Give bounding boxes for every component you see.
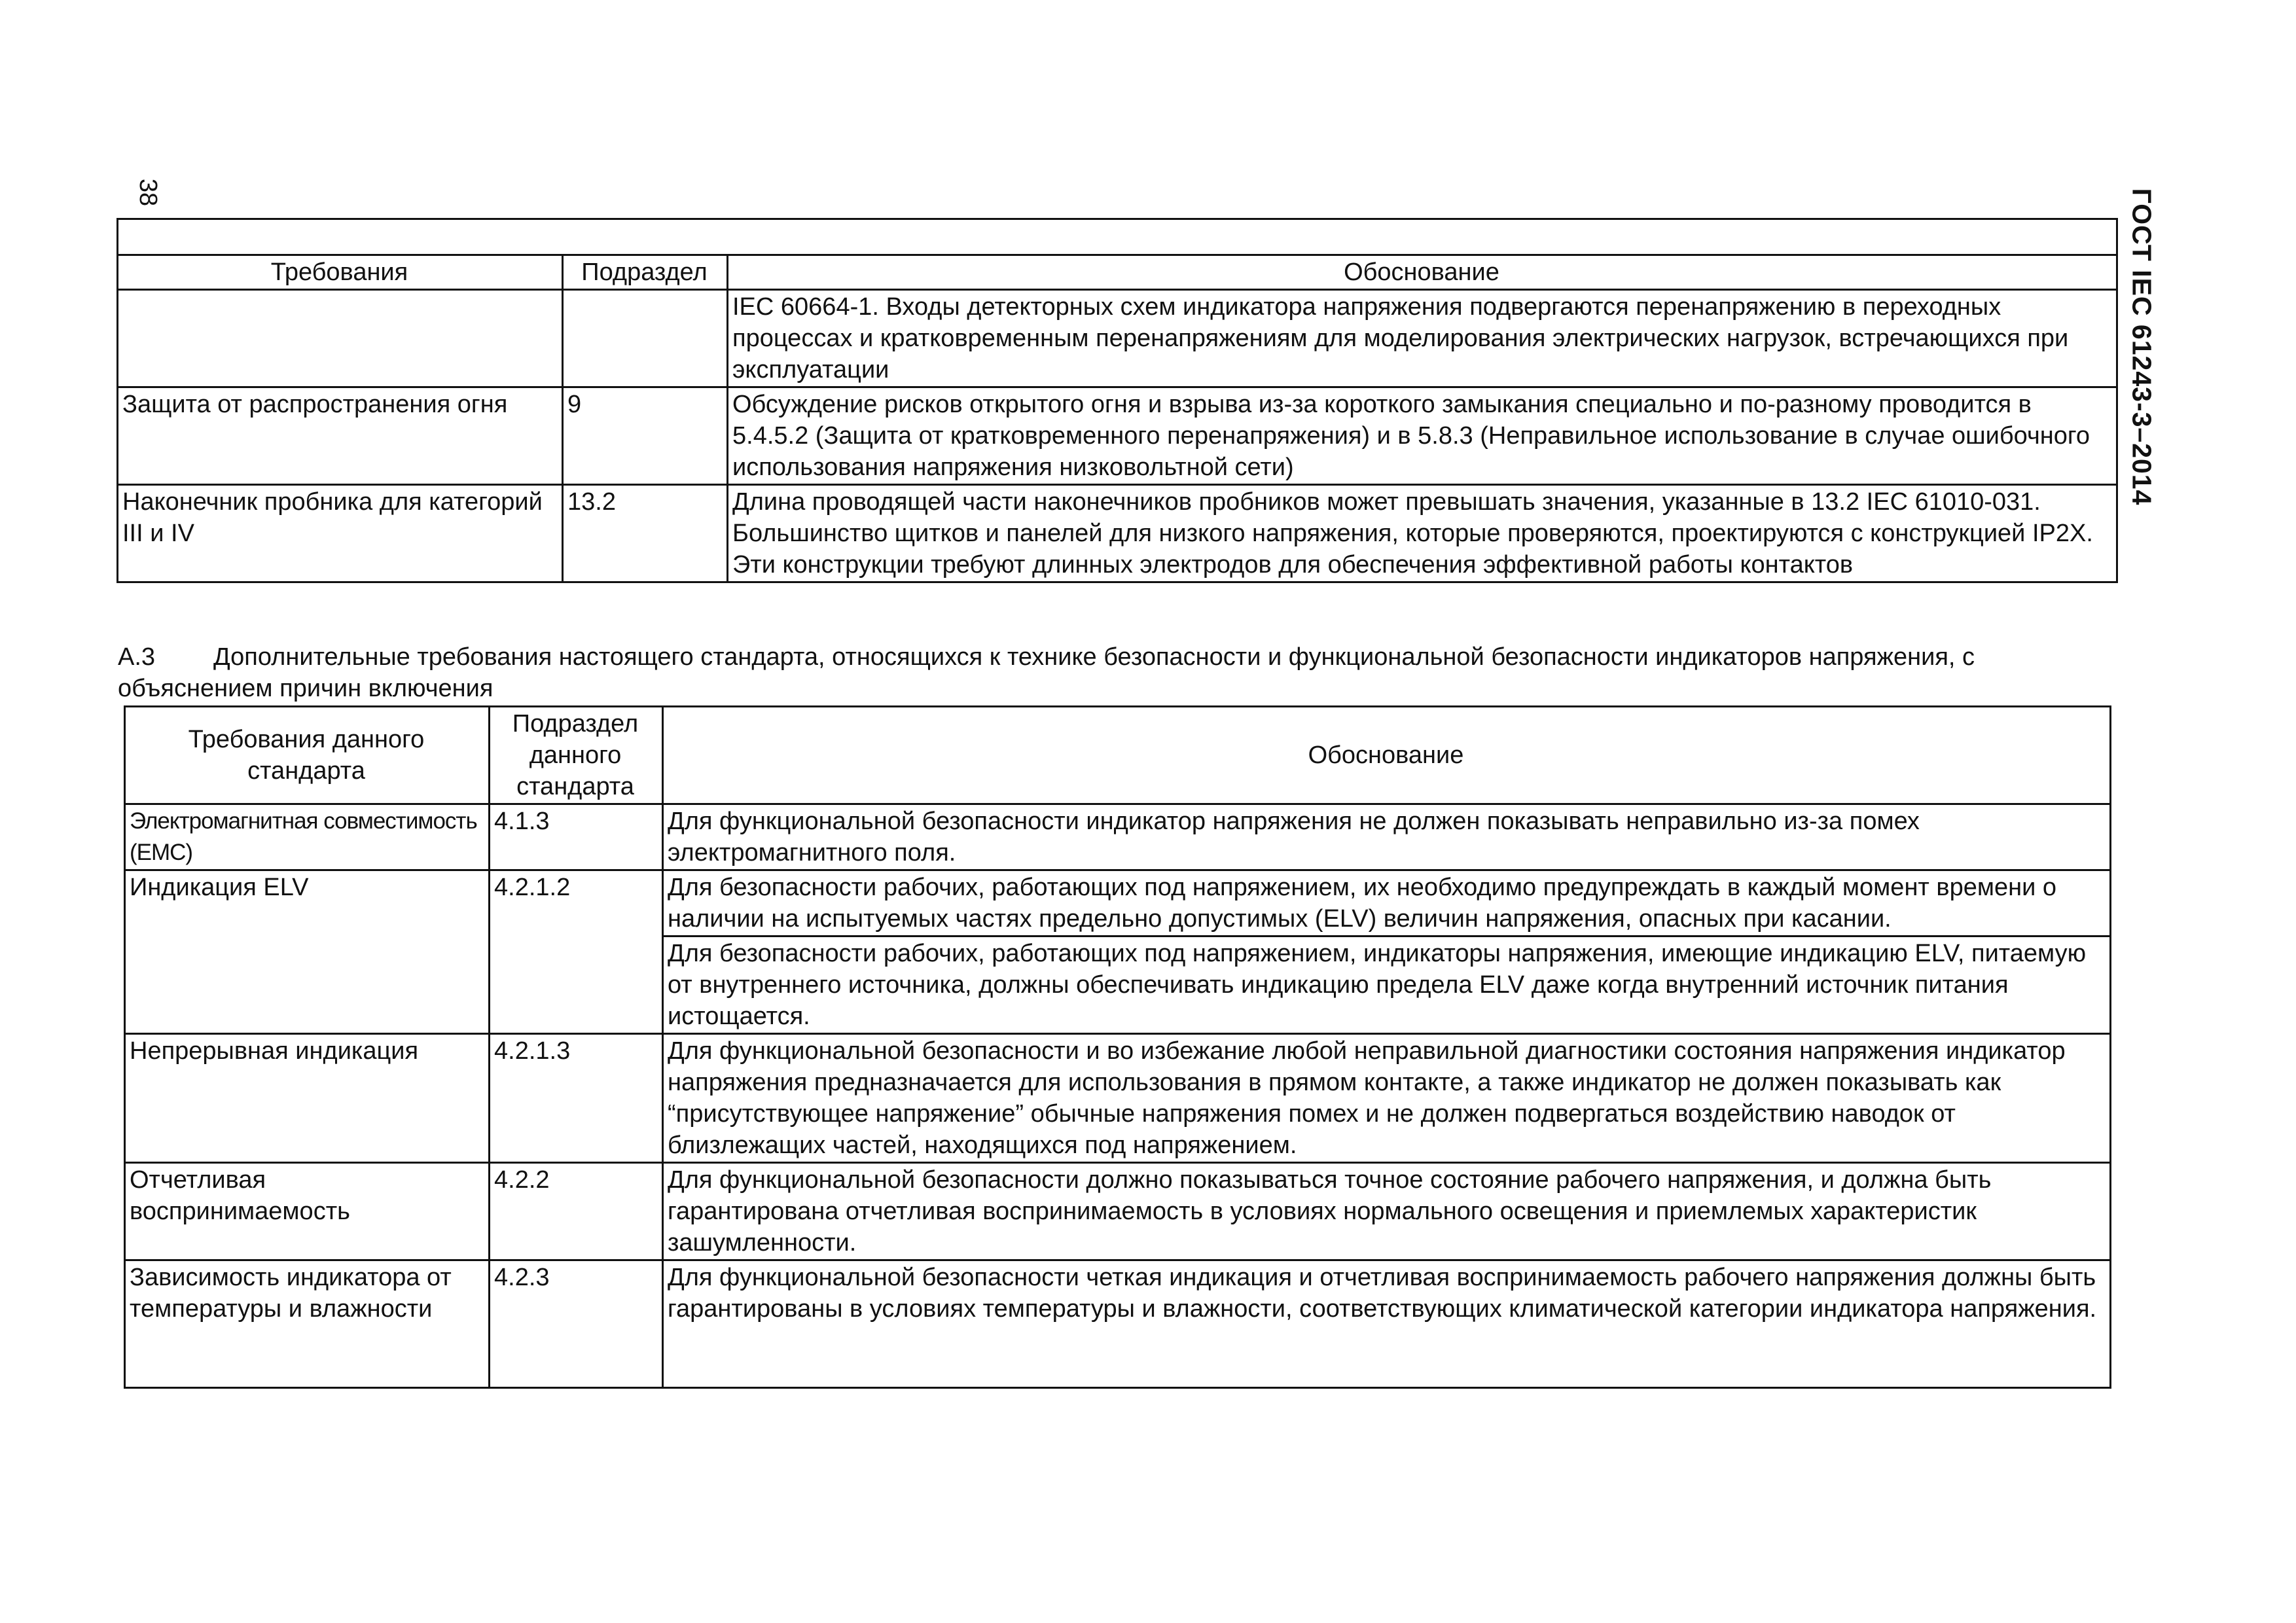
table-header-row [118, 255, 2117, 290]
column-header: Требования [118, 255, 563, 290]
page-number: 38 [134, 178, 162, 207]
table-additional-requirements [124, 705, 2111, 1389]
table-cell [118, 219, 563, 255]
table-row [118, 485, 2117, 582]
requirement-cell: Отчетливая воспринимаемость [125, 1163, 490, 1260]
requirement-cell: Наконечник пробника для категорий III и IV [118, 485, 563, 582]
rationale-cell: Длина проводящей части наконечников пробников может превышать значения, указанные в 13.2 IEC 61010-031. Большинство щитков и панелей для низкого напряжения, которые проверяются, проектируются с конструкцией IP2X. Эти конструкции требуют длинных электродов для обеспечения эффективной работы контактов [728, 485, 2117, 582]
subsection-cell [563, 290, 728, 387]
subsection-cell: 13.2 [563, 485, 728, 582]
rationale-cell: Для функциональной безопасности должно показываться точное состояние рабочего напряжения, и должна быть гарантирована отчетливая воспринимаемость в условиях нормального освещения и приемлемых характеристик зашумленности. [663, 1163, 2111, 1260]
column-header: Обоснование [663, 707, 2111, 804]
table-row [118, 387, 2117, 485]
table-row [118, 290, 2117, 387]
requirement-cell: Зависимость индикатора от температуры и влажности [125, 1260, 490, 1388]
table-row [125, 1163, 2111, 1260]
table-cell [563, 219, 2117, 255]
subsection-cell: 4.1.3 [490, 804, 663, 870]
rationale-cell: Для функциональной безопасности индикатор напряжения не должен показывать неправильно из-за помех электромагнитного поля. [663, 804, 2111, 870]
column-header: Подраздел [563, 255, 728, 290]
requirement-cell: Электромагнитная совместимость (ЕМС) [125, 804, 490, 870]
subsection-cell: 4.2.1.3 [490, 1034, 663, 1163]
rationale-cell: Для безопасности рабочих, работающих под напряжением, индикаторы напряжения, имеющие индикацию ELV, питаемую от внутреннего источника, должны обеспечивать индикацию предела ELV даже когда внутренний источник питания истощается. [663, 936, 2111, 1034]
table-row [125, 1260, 2111, 1388]
section-title: Дополнительные требования настоящего стандарта, относящихся к технике безопасности и функциональной безопасности индикаторов напряжения, с объяснением причин включения [118, 643, 1975, 702]
column-header: Подраздел данного стандарта [490, 707, 663, 804]
table-row [125, 1034, 2111, 1163]
rationale-cell: Для безопасности рабочих, работающих под напряжением, их необходимо предупреждать в каждый момент времени о наличии на испытуемых частях предельно допустимых (ELV) величин напряжения, опасных при касании. [663, 870, 2111, 936]
requirement-cell: Непрерывная индикация [125, 1034, 490, 1163]
rationale-cell: Для функциональной безопасности четкая индикация и отчетливая воспринимаемость рабочего напряжения должны быть гарантированы в условиях температуры и влажности, соответствующих климатической категории индикатора напряжения. [663, 1260, 2111, 1388]
rationale-cell: Обсуждение рисков открытого огня и взрыва из-за короткого замыкания специально и по-разному проводится в 5.4.5.2 (Защита от кратковременного перенапряжения) и в 5.8.3 (Неправильное использование в случае ошибочного использования напряжения низковольтной сети) [728, 387, 2117, 485]
table-header-row [125, 707, 2111, 804]
subsection-cell: 4.2.1.2 [490, 870, 663, 1034]
column-header: Требования данного стандарта [125, 707, 490, 804]
subsection-cell: 4.2.2 [490, 1163, 663, 1260]
rationale-cell: IEC 60664-1. Входы детекторных схем индикатора напряжения подвергаются перенапряжению в переходных процессах и кратковременным перенапряжениям для моделирования электрических нагрузок, встречающихся при эксплуатации [728, 290, 2117, 387]
requirement-cell: Индикация ELV [125, 870, 490, 1034]
document-id: ГОСТ IEC 61243-3–2014 [2126, 188, 2157, 506]
table-blank-row [118, 219, 2117, 255]
column-header: Обоснование [728, 255, 2117, 290]
table-continuation [117, 218, 2118, 583]
requirement-cell: Защита от распространения огня [118, 387, 563, 485]
table-row [125, 804, 2111, 870]
subsection-cell: 9 [563, 387, 728, 485]
section-number: А.3 [118, 643, 156, 671]
rationale-cell: Для функциональной безопасности и во избежание любой неправильной диагностики состояния напряжения индикатор напряжения предназначается для использования в прямом контакте, а также индикатор не должен показывать как “присутствующее напряжение” обычные напряжения помех и не должен подвергаться воздействию наводок от близлежащих частей, находящихся под напряжением. [663, 1034, 2111, 1163]
subsection-cell: 4.2.3 [490, 1260, 663, 1388]
table-row [125, 870, 2111, 936]
section-heading [118, 641, 2108, 704]
requirement-cell [118, 290, 563, 387]
